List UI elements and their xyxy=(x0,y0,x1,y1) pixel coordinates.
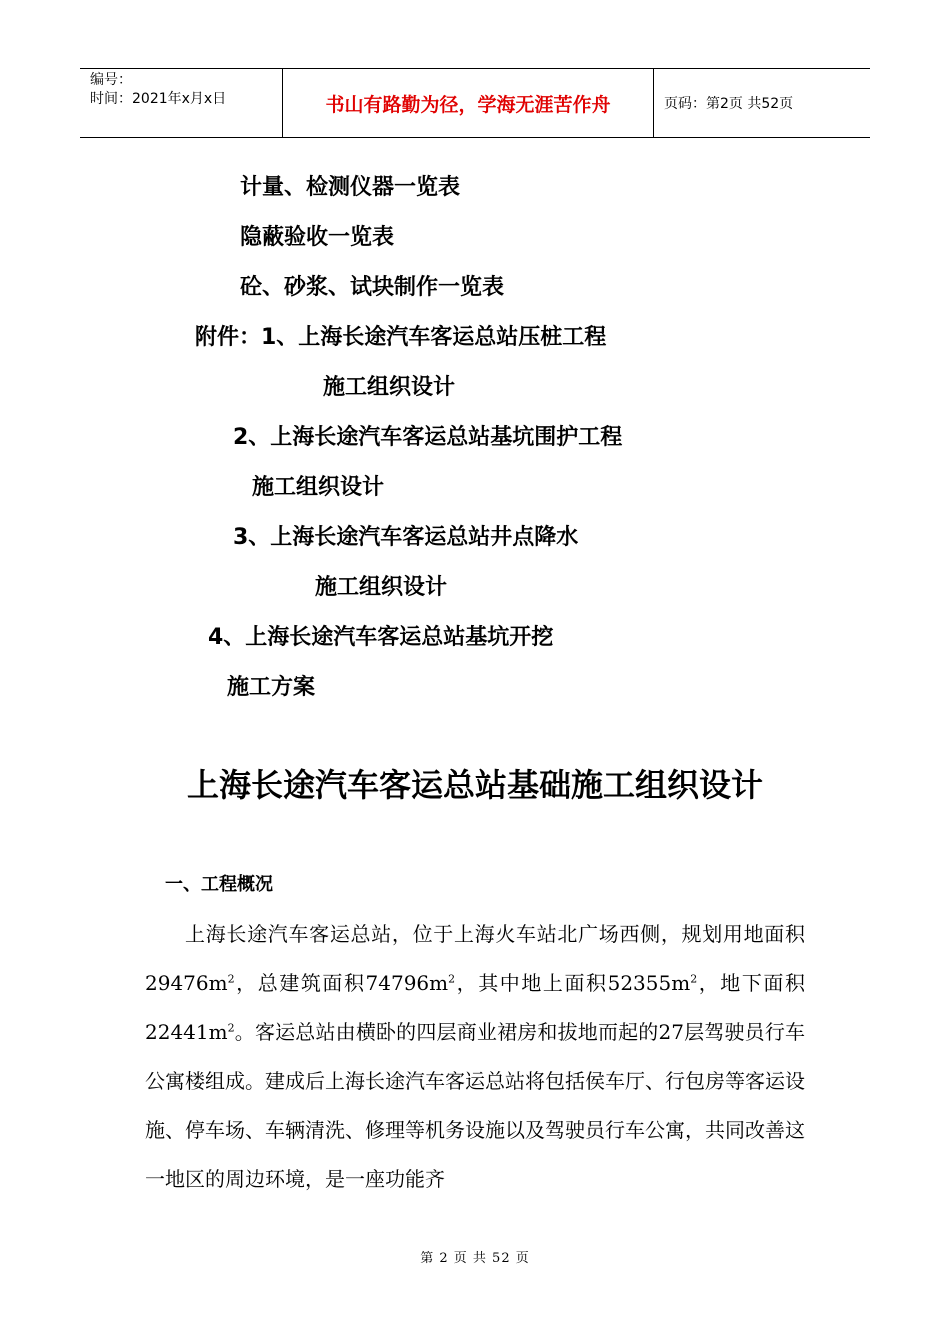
section-heading: 一、工程概况 xyxy=(165,874,273,895)
body-paragraph xyxy=(145,910,805,1204)
header-page-label: 页码：第2页 共52页 xyxy=(664,96,794,112)
header-meta xyxy=(80,69,282,137)
contents-item: 计量、检测仪器一览表 xyxy=(240,175,461,200)
attachment-line: 4、上海长途汽车客运总站基坑开挖 xyxy=(208,625,554,650)
para-text: ，总建筑面积74796m xyxy=(234,971,449,995)
contents-item: 砼、砂浆、试块制作一览表 xyxy=(240,275,505,300)
attachment-line: 施工组织设计 xyxy=(252,475,385,500)
document-title: 上海长途汽车客运总站基础施工组织设计 xyxy=(186,766,763,804)
time-label: 时间：2021年x月x日 xyxy=(90,91,227,107)
superscript: 2 xyxy=(227,972,235,986)
attachment-line: 3、上海长途汽车客运总站井点降水 xyxy=(233,525,579,550)
attachment-line: 施工组织设计 xyxy=(323,375,456,400)
contents-item: 隐蔽验收一览表 xyxy=(240,225,395,250)
superscript: 2 xyxy=(227,1021,235,1035)
para-text: 。客运总站由横卧的四层商业裙房和拔地而起的27层驾驶员行车公寓楼组成。建成后上海长途汽车客运总站将包括侯车厅、行包房等客运设施、停车场、车辆清洗、修理等机务设施以及驾驶员行车公寓，共同改善这一地区的周边环境，是一座功能齐 xyxy=(145,1020,805,1191)
superscript: 2 xyxy=(690,972,698,986)
para-text: ，其中地上面积52355m xyxy=(455,971,691,995)
attachment-line: 施工方案 xyxy=(227,675,316,700)
attachment-line: 施工组织设计 xyxy=(315,575,448,600)
superscript: 2 xyxy=(448,972,456,986)
page-header xyxy=(80,68,870,138)
attachment-line: 附件：1、上海长途汽车客运总站压桩工程 xyxy=(195,325,607,350)
page-footer: 第 2 页 共 52 页 xyxy=(420,1251,530,1266)
para-text: ，地下面积22441m xyxy=(145,971,805,1044)
para-text: 上海长途汽车客运总站，位于上海火车站北广场西侧，规划用地面积29476m xyxy=(145,922,805,995)
number-label: 编号： xyxy=(90,72,132,88)
attachment-line: 2、上海长途汽车客运总站基坑围护工程 xyxy=(233,425,623,450)
header-motto: 书山有路勤为径，学海无涯苦作舟 xyxy=(282,69,654,137)
